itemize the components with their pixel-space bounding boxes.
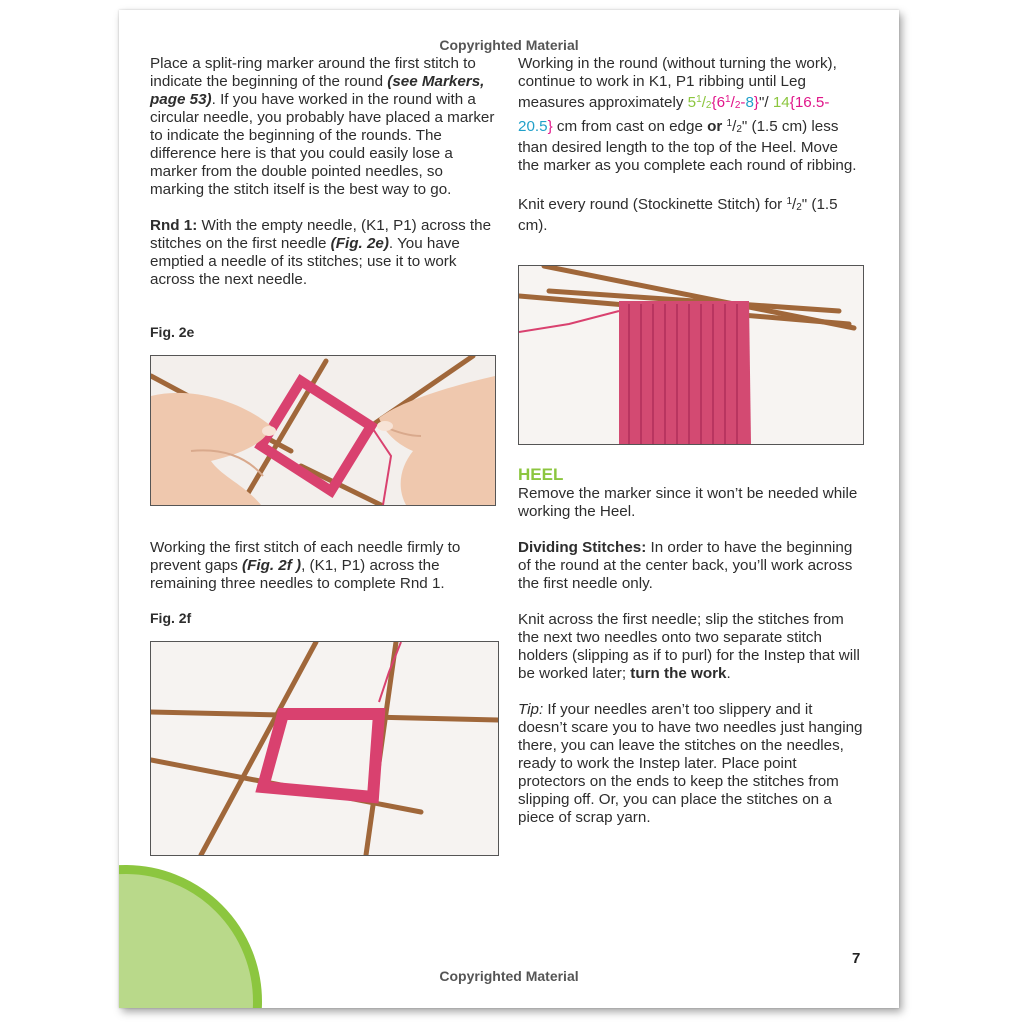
paragraph-gaps: Working the first stitch of each needle firmly to prevent gaps (Fig. 2f ), (K1, P1) across the remaining three needles to complete Rnd 1. — [150, 539, 461, 592]
heel-heading: HEEL — [518, 465, 564, 484]
paragraph-knit-across: Knit across the first needle; slip the stitches from the next two needles onto two separate stitch holders (slipping as if to purl) for the Instep that will be worked later; turn the work. — [518, 611, 860, 682]
paragraph-heel: Remove the marker since it won’t be needed while working the Heel. — [518, 485, 858, 520]
paragraph-dividing: Dividing Stitches: In order to have the beginning of the round at the center back, you’ll work across the first needle only. — [518, 539, 853, 592]
book-page — [119, 10, 899, 1008]
paragraph-marker: Place a split-ring marker around the first stitch to indicate the beginning of the round (see Markers, page 53). If you have worked in the round with a circular needle, you probably have placed a marker to indicate the beginning of the rounds. The difference here is that you could easily lose a marker from the double pointed needles, so marking the stitch itself is the best way to go. — [150, 55, 495, 198]
left-column-lower — [150, 539, 495, 611]
paragraph-tip: Tip: If your needles aren’t too slippery and it doesn’t scare you to have two needles just hanging there, you can leave the stitches on the needles, ready to work the Instep later. Place point protectors on the ends to keep the stitches from slipping off. Or, you can place the stitches on a piece of scrap yarn. — [518, 701, 863, 826]
watermark-bottom: Copyrighted Material — [439, 968, 579, 984]
leg-ribbing-photo — [518, 265, 864, 445]
right-column — [518, 55, 863, 253]
fig-2f-photo — [150, 641, 499, 856]
corner-decoration — [119, 865, 262, 1008]
right-column-lower — [518, 465, 863, 845]
fig-2e-photo — [150, 355, 496, 506]
watermark-top: Copyrighted Material — [439, 37, 579, 53]
fig-2f-label: Fig. 2f — [150, 610, 192, 626]
page-number: 7 — [852, 950, 861, 967]
paragraph-stockinette: Knit every round (Stockinette Stitch) for $^1$/2" (1.5 cm). — [518, 196, 838, 234]
paragraph-rnd1: Rnd 1: With the empty needle, (K1, P1) across the stitches on the first needle (Fig. 2e). You have emptied a needle of its stitches; use it to work across the next needle. — [150, 217, 492, 288]
fig-2e-label: Fig. 2e — [150, 324, 195, 340]
paragraph-ribbing: Working in the round (without turning the work), continue to work in K1, P1 ribbing until Leg measures approximately $5^1/2\{6^1/2-8\}"/$ 14{16.5-20.5} cm from cast on edge or $^1$/2" (1.5 cm) less than desired length to the top of the Heel. Move the marker as you complete each round of ribbing. — [518, 55, 857, 174]
left-column — [150, 55, 495, 307]
